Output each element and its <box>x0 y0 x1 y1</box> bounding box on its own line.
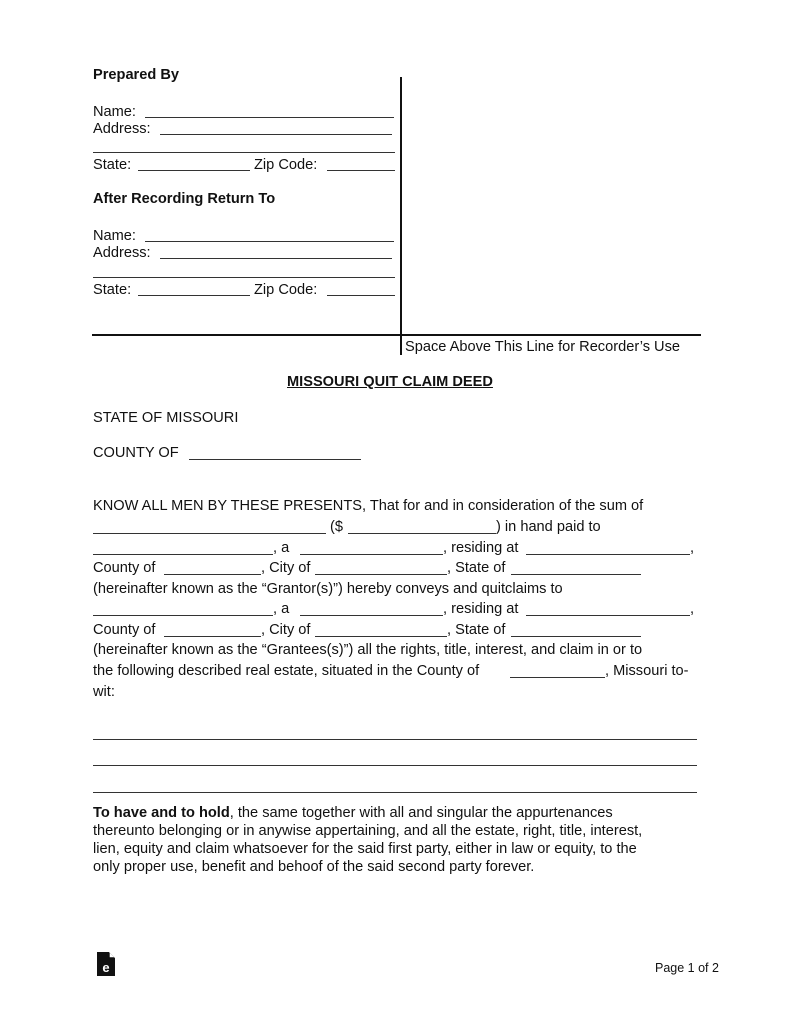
grantee-name-field[interactable] <box>93 615 273 616</box>
dollar-close: ) in hand paid to <box>496 519 601 535</box>
prepared-by-address-line2-field[interactable] <box>93 152 395 153</box>
document-title: MISSOURI QUIT CLAIM DEED <box>287 374 493 390</box>
grantee-residing-label: , residing at <box>443 601 519 617</box>
grantee-a-label: , a <box>273 601 290 617</box>
prepared-by-state-field[interactable] <box>138 170 250 171</box>
grantor-county-field[interactable] <box>164 574 261 575</box>
svg-text:e: e <box>102 960 110 975</box>
return-to-heading: After Recording Return To <box>93 191 276 207</box>
return-to-zip-label: Zip Code: <box>254 282 318 298</box>
grantor-county-label: County of <box>93 560 156 576</box>
grantee-address-field[interactable] <box>526 615 690 616</box>
consideration-amount-field[interactable] <box>348 533 496 534</box>
situated-text: the following described real estate, situated in the County of <box>93 663 480 679</box>
grantee-city-field[interactable] <box>315 636 447 637</box>
grantee-county-field[interactable] <box>164 636 261 637</box>
return-to-name-label: Name: <box>93 228 136 244</box>
return-to-address-label: Address: <box>93 245 151 261</box>
county-label: COUNTY OF <box>93 445 179 461</box>
dollar-open: ($ <box>330 519 343 535</box>
page-number: Page 1 of 2 <box>655 961 719 975</box>
prepared-by-address-field[interactable] <box>160 134 392 135</box>
habendum-line-2: thereunto belonging or in anywise appertaining, and all the estate, right, title, interest, <box>93 823 643 839</box>
consideration-amount-words-field[interactable] <box>93 533 326 534</box>
prepared-by-name-label: Name: <box>93 104 136 120</box>
grantor-city-field[interactable] <box>315 574 447 575</box>
recorder-note: Space Above This Line for Recorder’s Use <box>405 339 681 355</box>
grantee-state-label: , State of <box>447 622 506 638</box>
prepared-by-heading: Prepared By <box>93 67 179 83</box>
legal-description-line-2[interactable] <box>93 765 697 766</box>
prepared-by-state-label: State: <box>93 157 132 173</box>
habendum-lead: To have and to hold <box>93 805 230 821</box>
grantor-residing-label: , residing at <box>443 540 519 556</box>
grantee-status-field[interactable] <box>300 615 443 616</box>
grantor-status-field[interactable] <box>300 554 443 555</box>
missouri-to-label: , Missouri to- <box>605 663 689 679</box>
grantee-county-label: County of <box>93 622 156 638</box>
recorder-horizontal-rule <box>92 334 701 336</box>
grantor-a-label: , a <box>273 540 290 556</box>
return-to-zip-field[interactable] <box>327 295 395 296</box>
grantee-city-label: , City of <box>261 622 311 638</box>
prepared-by-name-field[interactable] <box>145 117 394 118</box>
prepared-by-zip-label: Zip Code: <box>254 157 318 173</box>
prepared-by-zip-field[interactable] <box>327 170 395 171</box>
consideration-intro: KNOW ALL MEN BY THESE PRESENTS, That for and in consideration of the sum of <box>93 498 644 514</box>
return-to-state-field[interactable] <box>138 295 250 296</box>
eforms-document-icon <box>97 952 115 976</box>
grantor-comma: , <box>690 540 695 556</box>
recorder-vertical-rule <box>400 77 402 355</box>
grantor-city-label: , City of <box>261 560 311 576</box>
habendum-line-3: lien, equity and claim whatsoever for the said first party, either in law or equity, to the <box>93 841 637 857</box>
grantor-state-label: , State of <box>447 560 506 576</box>
habendum-line-1-text: , the same together with all and singular the appurtenances <box>229 805 613 821</box>
prepared-by-address-label: Address: <box>93 121 151 137</box>
county-field[interactable] <box>189 459 361 460</box>
property-county-field[interactable] <box>510 677 605 678</box>
legal-description-line-1[interactable] <box>93 739 697 740</box>
return-to-state-label: State: <box>93 282 132 298</box>
return-to-name-field[interactable] <box>145 241 394 242</box>
grantor-state-field[interactable] <box>511 574 641 575</box>
return-to-address-field[interactable] <box>160 258 392 259</box>
grantee-state-field[interactable] <box>511 636 641 637</box>
grantor-text: (hereinafter known as the “Grantor(s)”) hereby conveys and quitclaims to <box>93 581 563 597</box>
grantor-address-field[interactable] <box>526 554 690 555</box>
legal-description-line-3[interactable] <box>93 792 697 793</box>
grantee-comma: , <box>690 601 695 617</box>
wit-label: wit: <box>93 684 115 700</box>
grantee-text: (hereinafter known as the “Grantees(s)”) all the rights, title, interest, and claim in or to <box>93 642 643 658</box>
state-line: STATE OF MISSOURI <box>93 410 239 426</box>
habendum-line-1 <box>93 804 613 822</box>
grantor-name-field[interactable] <box>93 554 273 555</box>
return-to-address-line2-field[interactable] <box>93 277 395 278</box>
habendum-line-4: only proper use, benefit and behoof of the said second party forever. <box>93 859 535 875</box>
